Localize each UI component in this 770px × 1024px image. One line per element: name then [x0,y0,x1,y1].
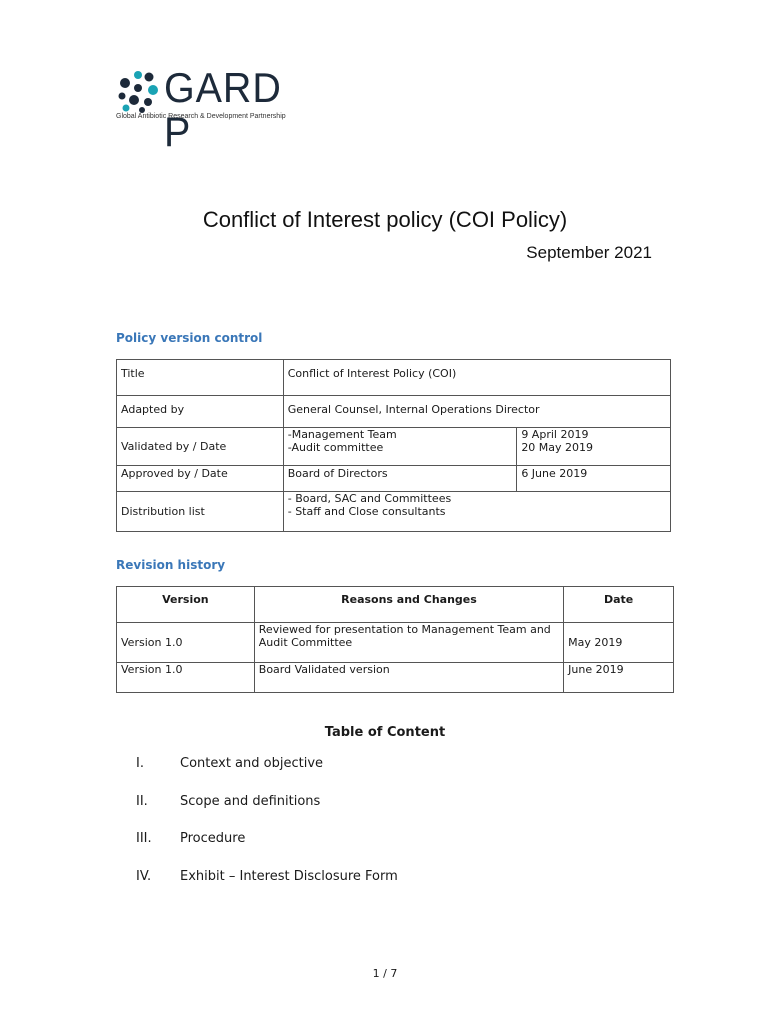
toc-item [136,756,323,771]
row-value [283,492,670,532]
molecule-icon [116,70,162,114]
toc-label: Exhibit – Interest Disclosure Form [180,869,398,884]
revision-history-table [116,586,674,693]
table-row [117,428,671,466]
toc-number: I. [136,756,144,771]
row-value: Board of Directors [283,466,517,492]
toc-item [136,794,320,809]
table-row [117,623,674,663]
row-value: General Counsel, Internal Operations Director [283,396,670,428]
table-row [117,492,671,532]
toc-label: Scope and definitions [180,794,321,809]
toc-title: Table of Content [324,725,446,740]
table-row [117,360,671,396]
value-line: - Staff and Close consultants [287,505,446,518]
row-date: 6 June 2019 [517,466,671,492]
table-row [117,663,674,693]
row-label: Approved by / Date [117,466,284,492]
version-cell: Version 1.0 [117,663,255,693]
toc-label: Procedure [180,831,246,846]
version-control-heading: Policy version control [116,331,263,345]
toc-item [136,831,245,846]
toc-label: Context and objective [180,756,324,771]
toc-number: IV. [136,869,152,884]
column-header-reasons: Reasons and Changes [254,587,563,623]
row-label: Title [117,360,284,396]
reason-cell [254,623,563,663]
row-value [283,428,517,466]
reason-cell: Board Validated version [254,663,563,693]
date-line: 20 May 2019 [521,441,594,454]
value-line: - Board, SAC and Committees [287,492,452,505]
table-row [117,466,671,492]
toc-number: II. [136,794,148,809]
page-number: 1 / 7 [372,967,398,980]
document-title: Conflict of Interest policy (COI Policy) [202,207,568,232]
row-label: Adapted by [117,396,284,428]
row-label: Distribution list [117,492,284,532]
row-value: Conflict of Interest Policy (COI) [283,360,670,396]
version-control-table [116,359,671,532]
version-cell: Version 1.0 [117,623,255,663]
row-label: Validated by / Date [117,428,284,466]
column-header-version: Version [117,587,255,623]
value-line: -Audit committee [287,441,384,454]
toc-number: III. [136,831,152,846]
logo-wordmark: GARD P [164,64,282,155]
gardp-logo [116,64,306,155]
row-date [517,428,671,466]
document-date: September 2021 [526,243,652,262]
toc-item [136,869,398,884]
date-cell: May 2019 [564,623,674,663]
reason-line: Reviewed for presentation to Management Team and [258,623,551,636]
value-line: -Management Team [287,428,397,441]
date-line: 9 April 2019 [521,428,589,441]
column-header-date: Date [564,587,674,623]
revision-history-heading: Revision history [116,558,226,572]
logo-tagline: Global Antibiotic Research & Development Partnership [116,113,286,120]
date-cell: June 2019 [564,663,674,693]
table-row [117,396,671,428]
reason-line: Audit Committee [258,636,353,649]
table-header-row [117,587,674,623]
